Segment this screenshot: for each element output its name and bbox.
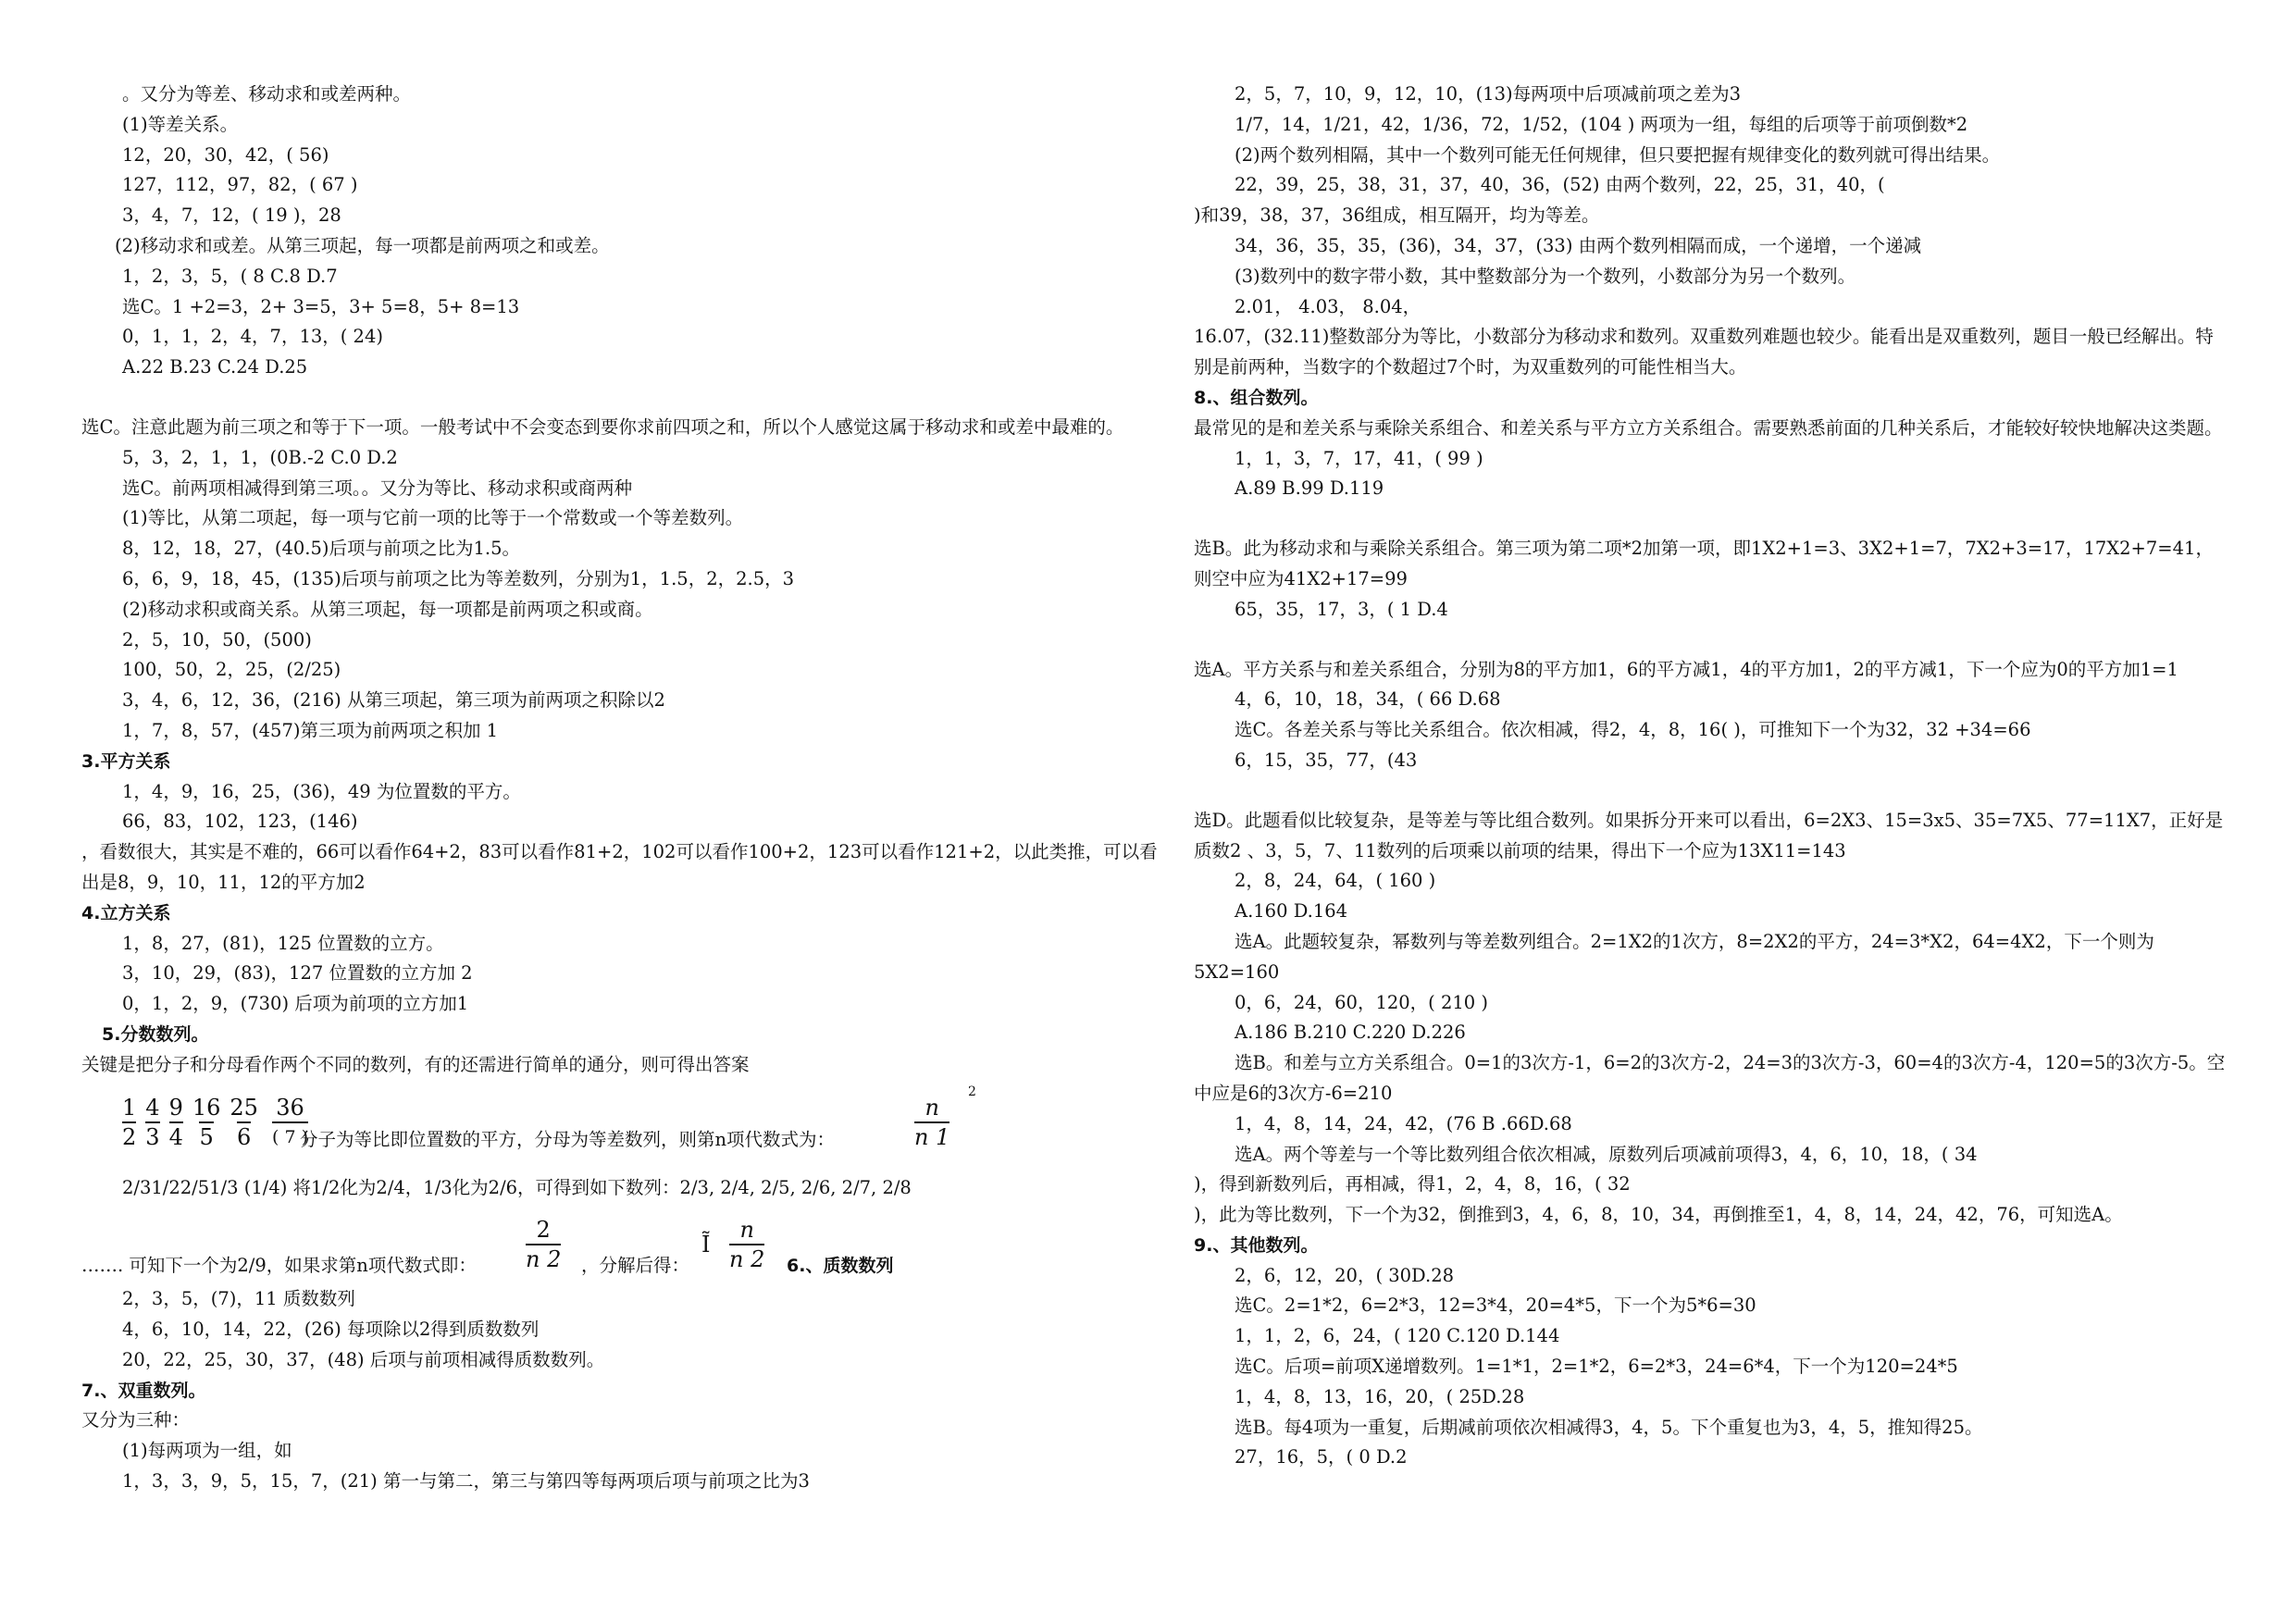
text-line: 6，15，35，77，(43 [1235, 749, 1418, 771]
text-line: 1，1，2，6，24，( 120 C.120 D.144 [1235, 1325, 1560, 1347]
fraction-sequence-row [81, 1081, 1164, 1173]
text-line: 2.01， 4.03， 8.04， [1235, 295, 1421, 317]
text-line: A.186 B.210 C.220 D.226 [1235, 1022, 1466, 1044]
text-line: )，得到新数列后，再相减，得1，2，4，8，16，( 32 [1194, 1173, 1631, 1196]
text-line: (1)等比，从第二项起，每一项与它前一项的比等于一个常数或一个等差数列。 [122, 507, 744, 529]
text-line: 选B。每4项为一重复，后期减前项依次相减得3，4，5。下个重复也为3，4，5，推知得25。 [1235, 1416, 1983, 1438]
text-line: 3，4，7，12，( 19 )，28 [122, 204, 341, 227]
formula-fraction: $\frac{2}{n 2}$ [526, 1217, 562, 1273]
text-line: 22，39，25，38，31，37，40，36，(52) 由两个数列，22，25，31，40，( [1235, 174, 1885, 196]
text-line: (2)移动求和或差。从第三项起，每一项都是前两项之和或差。 [115, 234, 610, 256]
text-line: )，此为等比数列，下一个为32，倒推到3，4，6，8，10，34，再倒推至1，4，8，14，24，42，76，可知选A。 [1194, 1204, 2123, 1226]
text-line: 1/7，14，1/21，42，1/36，72，1/52，(104 ) 两项为一组，每组的后项等于前项倒数*2 [1235, 113, 1968, 135]
fraction: $\frac{4}{3}$ [145, 1094, 160, 1150]
text-line: 2，5，10，50，(500) [122, 628, 312, 650]
text-line: 选A。两个等差与一个等比数列组合依次相减，原数列后项减前项得3，4，6，10，18，( 34 [1235, 1143, 1978, 1165]
text-line: 2，6，12，20，( 30D.28 [1235, 1264, 1455, 1286]
text-line: 选C。后项=前项X递增数列。1=1*1，2=1*2，6=2*3，24=6*4，下一个为120=24*5 [1235, 1356, 1958, 1378]
paragraph: 16.07，(32.11)整数部分为等比，小数部分为移动求和数列。双重数列难题也较少。能看出是双重数列，题目一般已经解出。特别是前两种，当数字的个数超过7个时，为双重数列的可能性相当大。 [1194, 326, 2214, 378]
text-line: 66，83，102，123，(146) [122, 811, 358, 833]
text-line: 选C。2=1*2，6=2*3，12=3*4，20=4*5，下一个为5*6=30 [1235, 1295, 1756, 1317]
text-line: 1，4，8，13，16，20，( 25D.28 [1235, 1385, 1525, 1407]
text-line: 3，10，29，(83)，127 位置数的立方加 2 [122, 962, 473, 985]
text-line: 34，36，35，35，(36)，34，37，(33) 由两个数列相隔而成，一个递增，一个递减 [1235, 234, 1922, 256]
text-line: 12，20，30，42，( 56) [122, 143, 329, 166]
fraction-explanation: 分子为等比即位置数的平方，分母为等差数列，则第n项代数式为： [300, 1128, 836, 1150]
fraction: $\frac{9}{4}$ [168, 1094, 183, 1150]
text-line: (2)移动求积或商关系。从第三项起，每一项都是前两项之积或商。 [122, 598, 653, 620]
formula-fraction: $\frac{n}{n 2}$ [729, 1217, 765, 1273]
text-line: 3，4，6，12，36，(216) 从第三项起，第三项为前两项之积除以2 [122, 689, 665, 712]
text-line: 1，4，9，16，25，(36)，49 为位置数的平方。 [122, 780, 521, 802]
text-line: 1，1，3，7，17，41，( 99 ) [1235, 447, 1483, 469]
text-line: A.160 D.164 [1235, 900, 1348, 923]
section-heading: 7.、双重数列。 [81, 1380, 206, 1401]
text-line: 5，3，2，1，1，(0B.-2 C.0 D.2 [122, 446, 398, 468]
text-line: (1)等差关系。 [122, 113, 239, 135]
text-line: 100，50，2，25，(2/25) [122, 659, 341, 681]
text-line: 2，8，24，64，( 160 ) [1235, 870, 1436, 892]
paragraph: ，看数很大，其实是不难的，66可以看作64+2，83可以看作81+2，102可以看作100+2，123可以看作121+2，以此类推，可以看出是8，9，10，11，12的平方加2 [81, 841, 1158, 893]
text-line: 0，1，2，9，(730) 后项为前项的立方加1 [122, 993, 469, 1015]
text-line: (2)两个数列相隔，其中一个数列可能无任何规律，但只要把握有规律变化的数列就可得出结果。 [1235, 143, 2001, 166]
text-line: 2/31/22/51/3 (1/4) 将1/2化为2/4，1/3化为2/6，可得到如下数列：2/3, 2/4, 2/5, 2/6, 2/7, 2/8 [122, 1176, 912, 1198]
section-heading: 9.、其他数列。 [1194, 1234, 1319, 1256]
fraction-answer: 36 ( 7 ) [272, 1094, 308, 1151]
text-line: 4，6，10，18，34，( 66 D.68 [1235, 688, 1501, 711]
text-line: 0，6，24，60，120，( 210 ) [1235, 991, 1488, 1013]
text-line: 8，12，18，27，(40.5)后项与前项之比为1.5。 [122, 538, 520, 560]
formula-line [81, 1216, 1164, 1284]
text-line: 65，35，17，3，( 1 D.4 [1235, 598, 1448, 620]
paragraph: 最常见的是和差关系与乘除关系组合、和差关系与平方立方关系组合。需要熟悉前面的几种关系后，才能较好较快地解决这类题。 [1194, 416, 2223, 439]
paragraph: 选A。平方关系与和差关系组合，分别为8的平方加1，6的平方减1，4的平方加1，2的平方减1，下一个应为0的平方加1=1 [1194, 658, 2178, 680]
text-line: ……. 可知下一个为2/9，如果求第n项代数式即： [81, 1255, 477, 1277]
text-line: (1)每两项为一组，如 [122, 1440, 292, 1462]
text-line: A.89 B.99 D.119 [1235, 477, 1384, 500]
text-line: (3)数列中的数字带小数，其中整数部分为一个数列，小数部分为另一个数列。 [1235, 265, 1856, 287]
paragraph: 选B。和差与立方关系组合。0=1的3次方-1，6=2的3次方-2，24=3的3次方-3，60=4的3次方-4，120=5的3次方-5。空中应是6的3次方-6=210 [1194, 1052, 2226, 1104]
paragraph: 选D。此题看似比较复杂，是等差与等比组合数列。如果拆分开来可以看出，6=2X3、15=3x5、35=7X5、77=11X7，正好是质数2 、3，5，7、11数列的后项乘以前项的结果，得出下一个应为13X11=143 [1194, 809, 2224, 861]
text-line: 选C。前两项相减得到第三项。。又分为等比、移动求积或商两种 [122, 477, 633, 499]
section-heading: 8.、组合数列。 [1194, 387, 1319, 408]
fraction-list [122, 1094, 258, 1151]
text-line: 选C。1 +2=3，2+ 3=5，3+ 5=8，5+ 8=13 [122, 295, 520, 317]
text-line: 1，4，8，14，24，42，(76 B .66D.68 [1235, 1112, 1572, 1134]
text-line: 2，3，5，(7)，11 质数数列 [122, 1288, 355, 1310]
text-line: )和39，38，37，36组成，相互隔开，均为等差。 [1194, 204, 1600, 227]
text-line: 关键是把分子和分母看作两个不同的数列，有的还需进行简单的通分，则可得出答案 [81, 1053, 750, 1075]
text-line: 127，112，97，82，( 67 ) [122, 174, 358, 196]
text-line: 1，8，27，(81)，125 位置数的立方。 [122, 932, 444, 954]
text-line: 。又分为等差、移动求和或差两种。 [122, 83, 412, 105]
text-line: 27，16，5，( 0 D.2 [1235, 1446, 1408, 1468]
text-line: 1，7，8，57，(457)第三项为前两项之积加 1 [122, 719, 499, 741]
section-heading: 5.分数数列。 [102, 1023, 209, 1045]
formula-exponent: 2 [968, 1084, 976, 1099]
text-line: 6，6，9，18，45，(135)后项与前项之比为等差数列，分别为1，1.5，2，2.5，3 [122, 567, 795, 589]
section-heading: 6.、质数数列 [787, 1256, 894, 1277]
text-line: 2，5，7，10，9，12，10，(13)每两项中后项减前项之差为3 [1235, 83, 1741, 105]
text-line: 选C。各差关系与等比关系组合。依次相减，得2，4，8，16( )，可推知下一个为32，32 +34=66 [1235, 719, 2031, 741]
text-line: 又分为三种： [81, 1409, 191, 1431]
text-line: ，分解后得： [581, 1255, 690, 1277]
text-line: 20，22，25，30，37，(48) 后项与前项相减得质数数列。 [122, 1348, 605, 1370]
fraction: $\frac{25}{6}$ [230, 1094, 258, 1150]
text-line: 0，1，1，2，4，7，13，( 24) [122, 326, 383, 348]
text-line: 4，6，10，14，22，(26) 每项除以2得到质数数列 [122, 1319, 540, 1341]
formula-prefix: Ĩ [701, 1232, 711, 1258]
right-column [1194, 80, 2230, 1473]
nth-term-formula: $\frac{n}{n 1}$ [914, 1094, 950, 1150]
left-column [81, 80, 1164, 1497]
text-line: 1，3，3，9，5，15，7，(21) 第一与第二，第三与第四等每两项后项与前项之比为3 [122, 1470, 810, 1493]
text-line: 1，2，3，5，( 8 C.8 D.7 [122, 265, 338, 287]
paragraph: 选A。此题较复杂，幂数列与等差数列组合。2=1X2的1次方，8=2X2的平方，24=3*X2，64=4X2，下一个则为5X2=160 [1194, 930, 2154, 983]
paragraph: 选C。注意此题为前三项之和等于下一项。一般考试中不会变态到要你求前四项之和，所以个人感觉这属于移动求和或差中最难的。 [81, 415, 1124, 438]
section-heading: 4.立方关系 [81, 902, 171, 923]
fraction: $\frac{16}{5}$ [192, 1094, 221, 1150]
section-heading: 3.平方关系 [81, 750, 171, 772]
paragraph: 选B。此为移动求和与乘除关系组合。第三项为第二项*2加第一项，即1X2+1=3、3X2+1=7，7X2+3=17，17X2+7=41，则空中应为41X2+17=99 [1194, 538, 2214, 589]
fraction: $\frac{1}{2}$ [122, 1094, 137, 1150]
text-line: A.22 B.23 C.24 D.25 [122, 356, 308, 378]
